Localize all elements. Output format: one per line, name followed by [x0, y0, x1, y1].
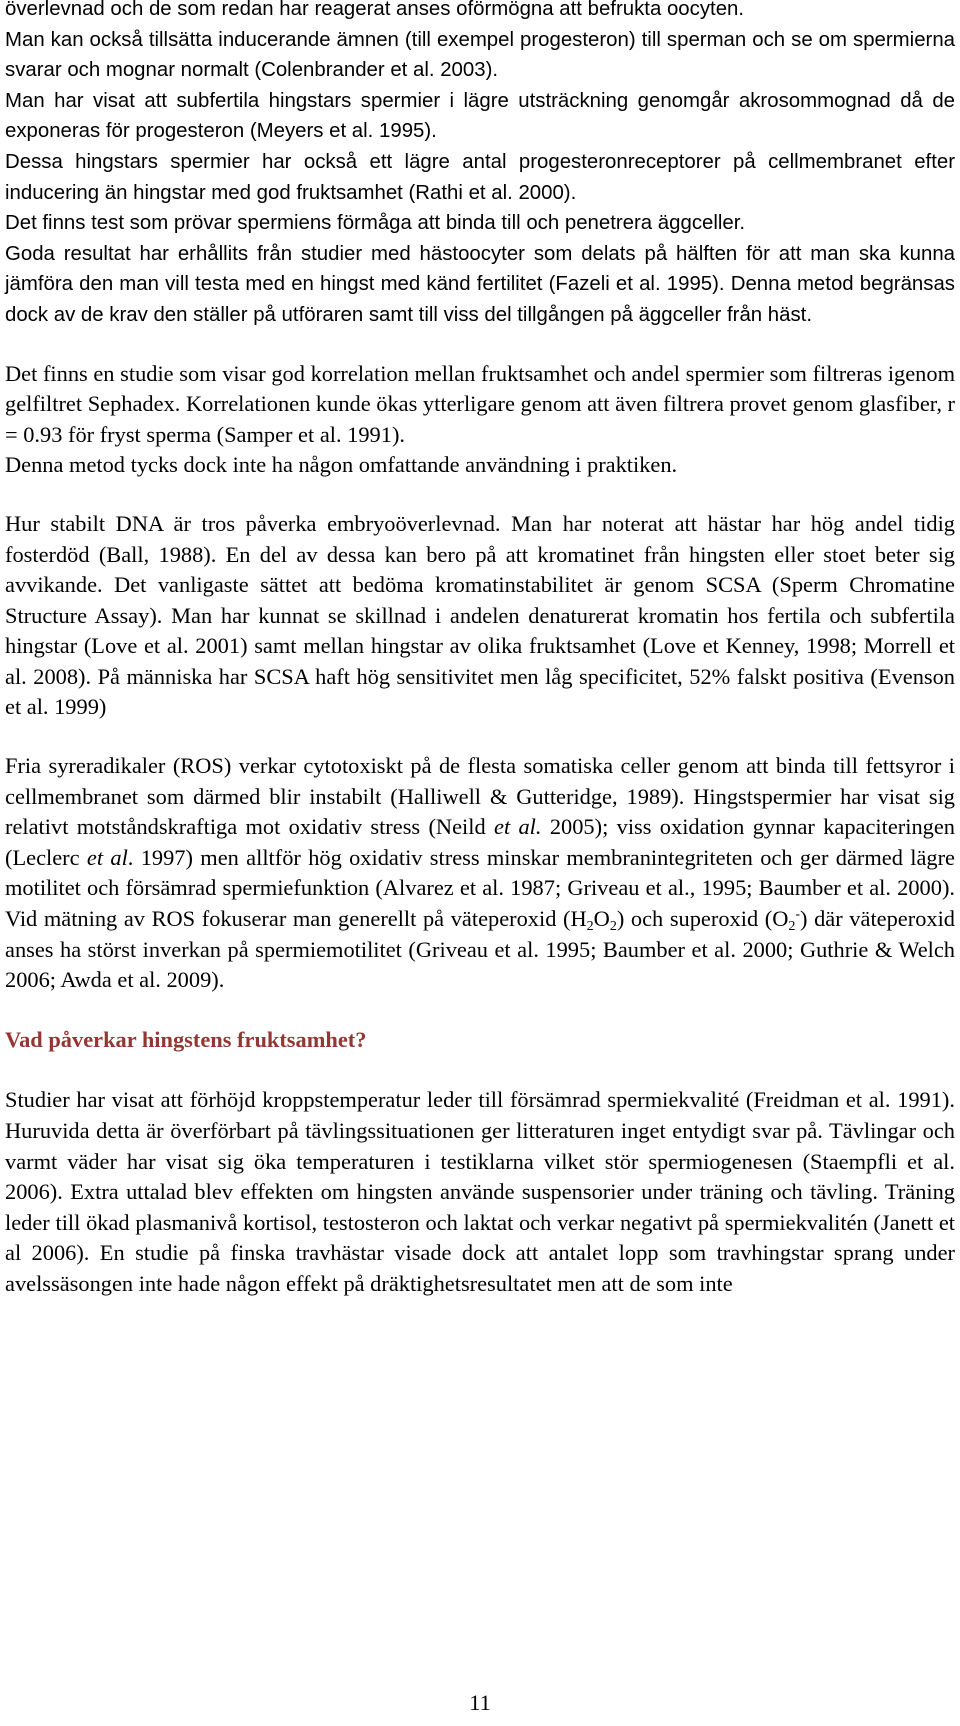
text-run: . 1997) men alltför hög oxidativ stress minskar membranintegriteten och ger därmed lägre motilitet och försämrad spermiefunktion (Alvarez et al. 1987; Griveau et al., 1995; Baumber et al. 2000). Vid mätning av ROS fokuserar man generellt på väteperoxid (H [5, 844, 955, 932]
paragraph-segment: Man kan också tillsätta inducerande ämnen (till exempel progesteron) till sperman och se om spermierna svarar och mognar normalt (Colenbrander et al. 2003). [5, 28, 955, 82]
section-heading: Vad påverkar hingstens fruktsamhet? [5, 1026, 367, 1052]
text-run: ) och superoxid (O [616, 906, 789, 932]
paragraph-segment: Det finns test som prövar spermiens förmåga att binda till och penetrera äggceller. [5, 212, 746, 235]
text-run: 2005); viss oxidation gynnar kapaciteringen (Leclerc [5, 814, 956, 870]
italic-run: et al. [494, 814, 542, 840]
paragraph-segment: Man har visat att subfertila hingstars spermier i lägre utsträckning genomgår akrosommognad då de exponeras för progesteron (Meyers et al. 1995). [5, 89, 955, 143]
text-run: O [593, 906, 610, 932]
paragraph-segment: Dessa hingstars spermier har också ett lägre antal progesteronreceptorer på cellmembranet efter inducering än hingstar med god fruktsamhet (Rathi et al. 2000). [5, 150, 955, 204]
paragraph-segment: Goda resultat har erhållits från studier med hästoocyter som delats på hälften för att man ska kunna jämföra den man vill testa med en hingst med känd fertilitet (Fazeli et al. 1995). Denna metod begränsas dock av de krav den ställer på utföraren samt till viss del tillgången på äggceller från häst. [5, 242, 955, 326]
paragraph-dna: Hur stabilt DNA är tros påverka embryoöverlevnad. Man har noterat att hästar har hög andel tidig fosterdöd (Ball, 1988). En del av dessa kan bero på att kromatinet från hingsten eller stoet beter sig avvikande. Det vanligaste sättet att bedöma kromatinstabilitet är genom SCSA (Sperm Chromatine Structure Assay). Man har kunnat se skillnad i andelen denaturerat kromatin hos fertila och subfertila hingstar (Love et al. 2001) samt mellan hingstar av olika fruktsamhet (Love et Kenney, 1998; Morrell et al. 2008). På människa har SCSA haft hög sensitivitet men låg specificitet, 52% falskt positiva (Evenson et al. 1999) [5, 510, 955, 720]
text-run: Fria syreradikaler (ROS) verkar cytotoxiskt på de flesta somatiska celler genom att binda till fettsyror i cellmembranet som därmed blir instabilt (Halliwell & Gutteridge, 1989). Hingstspermier har visat sig relativt motståndskraftiga mot oxidativ stress (Neild [5, 753, 955, 840]
paragraph-temperature: Studier har visat att förhöjd kroppstemperatur leder till försämrad spermiekvalité (Freidman et al. 1991). Huruvida detta är överförbart på tävlingssituationen ger litteraturen inget entydigt svar på. Tävlingar och varmt väder har visat sig öka temperaturen i testiklarna vilket stör spermiogenesen (Staempfli et al. 2006). Extra uttalad blev effekten om hingsten använde suspensorier under träning och tävling. Träning leder till ökad plasmanivå kortisol, testosteron och laktat och verkar negativt på spermiekvalitén (Janett et al 2006). En studie på finska travhästar visade dock att antalet lopp som travhingstar sprang under avelssäsongen inte hade någon effekt på dräktighetsresultatet men att de som inte [5, 1087, 955, 1296]
paragraph-line: överlevnad och de som redan har reagerat anses oförmögna att befrukta oocyten. [5, 0, 745, 20]
subscript: 2 [788, 919, 796, 935]
page-number: 11 [469, 1690, 491, 1715]
paragraph-sephadex: Det finns en studie som visar god korrelation mellan fruktsamhet och andel spermier som filtreras igenom gelfiltret Sephadex. Korrelationen kunde ökas ytterligare genom att även filtrera provet genom glasfiber, r = 0.93 för fryst sperma (Samper et al. 1991). [5, 360, 955, 447]
body-text [5, 0, 955, 1300]
subscript: 2 [586, 919, 594, 935]
text-run: ) där väteperoxid anses ha störst inverkan på spermiemotilitet (Griveau et al. 1995; Baumber et al. 2000; Guthrie & Welch 2006; Awda et al. 2009). [5, 906, 955, 993]
paragraph-sephadex-note: Denna metod tycks dock inte ha någon omfattande användning i praktiken. [5, 452, 678, 478]
subscript: 2 [609, 919, 617, 935]
superscript: - [795, 907, 801, 923]
italic-run: et al [86, 844, 128, 870]
paragraph-ros [5, 751, 955, 996]
